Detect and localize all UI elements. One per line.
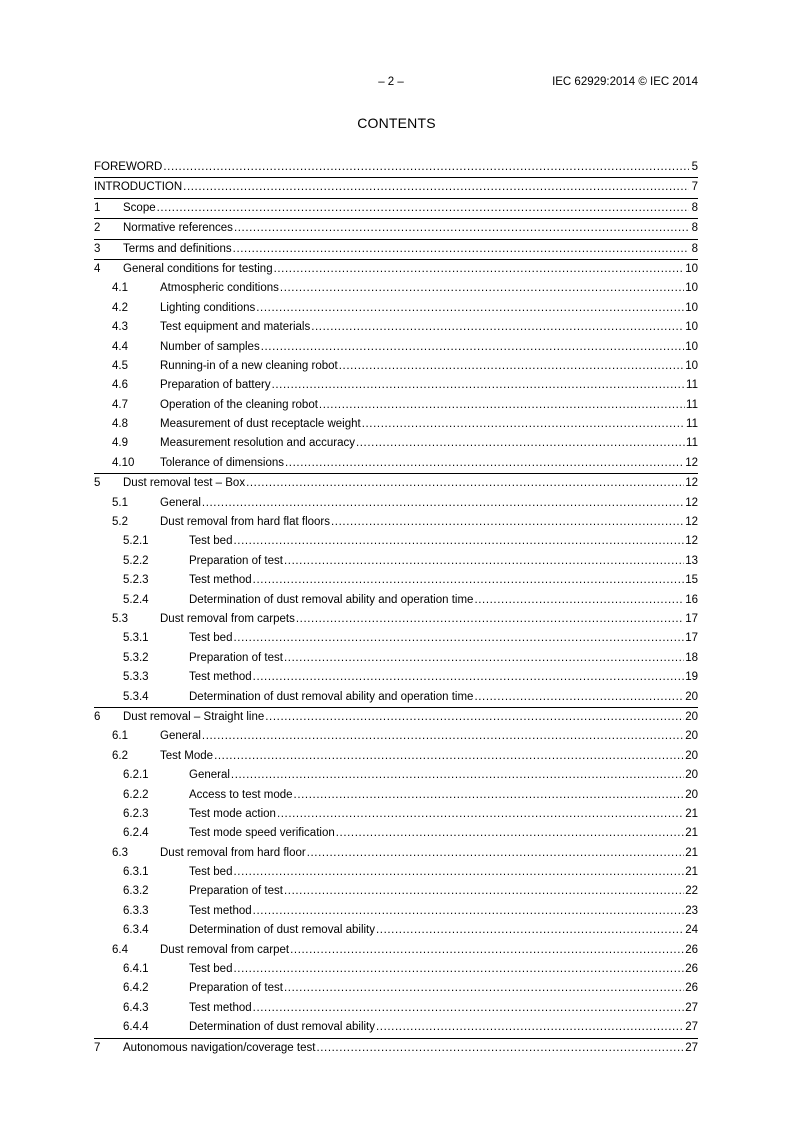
toc-entry-page: 17 [685,612,698,625]
toc-entry[interactable] [94,454,698,474]
toc-dot-leader [253,902,685,921]
toc-dot-leader [253,668,685,687]
toc-entry[interactable] [94,921,698,940]
toc-entry-label: Test method [189,671,252,684]
toc-entry-label: Operation of the cleaning robot [160,398,318,411]
toc-entry[interactable] [94,532,698,551]
toc-entry-number: 5 [94,477,101,490]
toc-entry-number: 5.1 [112,496,128,509]
toc-entry-page: 13 [685,554,698,567]
toc-entry-page: 10 [685,301,698,314]
toc-entry-page: 7 [691,181,698,194]
toc-dot-leader [256,299,684,318]
toc-dot-leader [356,434,685,453]
toc-dot-leader [246,474,684,493]
toc-entry[interactable] [94,552,698,571]
toc-dot-leader [183,178,689,197]
toc-entry-page: 20 [685,749,698,762]
toc-entry[interactable] [94,844,698,863]
toc-entry-page: 12 [685,516,698,529]
toc-entry[interactable] [94,240,698,260]
toc-entry-page: 16 [685,593,698,606]
page-number: – 2 – [378,76,404,88]
toc-entry-label: Test method [189,574,252,587]
toc-entry-label: Test mode action [189,807,276,820]
toc-entry[interactable] [94,376,698,395]
toc-entry[interactable] [94,902,698,921]
toc-entry-label: General conditions for testing [123,262,273,275]
toc-entry-number: 5.2.3 [123,574,149,587]
toc-entry[interactable] [94,979,698,998]
toc-entry-number: 6.4.1 [123,963,149,976]
toc-dot-leader [233,863,684,882]
toc-entry-label: Test bed [189,963,233,976]
toc-entry[interactable] [94,999,698,1018]
toc-entry-label: Access to test mode [189,788,293,801]
toc-entry-number: 6.4 [112,943,128,956]
toc-entry-page: 8 [691,242,698,255]
toc-entry-page: 20 [685,788,698,801]
toc-dot-leader [280,279,684,298]
toc-entry-page: 10 [685,282,698,295]
toc-entry-number: 4.8 [112,418,128,431]
toc-dot-leader [284,979,684,998]
toc-entry-label: Test method [189,1001,252,1014]
toc-entry[interactable] [94,610,698,629]
toc-entry-label: Test bed [189,535,233,548]
toc-entry-label: General [189,769,230,782]
toc-dot-leader [234,219,689,238]
toc-dot-leader [261,338,684,357]
toc-entry-page: 5 [691,161,698,173]
toc-dot-leader [311,318,684,337]
toc-entry-number: 7 [94,1041,101,1054]
toc-entry-label: Preparation of test [189,982,283,995]
toc-entry-label: Preparation of test [189,651,283,664]
toc-entry-number: 2 [94,222,101,235]
toc-dot-leader [336,824,684,843]
toc-entry[interactable] [94,474,698,493]
toc-entry-label: Lighting conditions [160,301,256,314]
toc-entry[interactable] [94,863,698,882]
toc-entry-page: 11 [686,398,698,411]
toc-entry-page: 27 [685,1021,698,1034]
toc-entry-number: 5.2.1 [123,535,149,548]
toc-dot-leader [202,727,684,746]
toc-entry-number: 6.4.4 [123,1021,149,1034]
toc-dot-leader [331,513,684,532]
toc-entry-label: Determination of dust removal ability and operation time [189,690,474,703]
toc-dot-leader [362,415,685,434]
toc-dot-leader [284,552,684,571]
toc-dot-leader [290,941,684,960]
toc-entry-number: 5.2.2 [123,554,149,567]
toc-entry[interactable] [94,199,698,219]
contents-title: CONTENTS [357,115,436,131]
toc-entry-number: 4.5 [112,359,128,372]
toc-dot-leader [277,805,684,824]
toc-entry[interactable] [94,571,698,590]
toc-dot-leader [272,376,685,395]
toc-entry-label: Number of samples [160,340,260,353]
toc-entry-label: Dust removal from carpets [160,612,295,625]
toc-entry-number: 3 [94,242,101,255]
toc-entry-number: 4.7 [112,398,128,411]
toc-entry[interactable] [94,688,698,708]
toc-dot-leader [319,396,685,415]
toc-entry-label: Test mode speed verification [189,827,335,840]
toc-entry-page: 18 [685,651,698,664]
toc-entry-number: 1 [94,201,101,214]
toc-entry[interactable] [94,727,698,746]
toc-entry-label: Preparation of test [189,554,283,567]
toc-entry-page: 23 [685,904,698,917]
toc-entry-label: Preparation of test [189,885,283,898]
toc-entry-label: Preparation of battery [160,379,271,392]
toc-entry[interactable] [94,708,698,727]
toc-entry-page: 19 [685,671,698,684]
toc-entry-number: 5.2.4 [123,593,149,606]
toc-entry[interactable] [94,805,698,824]
toc-dot-leader [233,960,684,979]
toc-entry-number: 6.2.1 [123,769,149,782]
toc-entry[interactable] [94,279,698,298]
toc-entry-page: 11 [686,379,698,392]
toc-entry-label: Test bed [189,866,233,879]
toc-entry-number: 6.1 [112,730,128,743]
toc-entry-page: 21 [685,846,698,859]
toc-entry-page: 27 [685,1041,698,1054]
table-of-contents [94,158,698,1058]
toc-dot-leader [474,591,684,610]
toc-entry-page: 15 [685,574,698,587]
toc-entry[interactable] [94,941,698,960]
toc-entry-label: Determination of dust removal ability [189,924,375,937]
toc-entry[interactable] [94,882,698,901]
toc-entry-page: 10 [685,340,698,353]
toc-dot-leader [253,571,685,590]
toc-entry-page: 20 [685,769,698,782]
toc-entry-page: 24 [685,924,698,937]
toc-dot-leader [376,921,684,940]
toc-entry-label: Dust removal – Straight line [123,710,265,723]
toc-entry-number: 5.2 [112,516,128,529]
toc-entry-label: Dust removal from carpet [160,943,290,956]
toc-entry-label: INTRODUCTION [94,181,183,194]
toc-entry[interactable] [94,357,698,376]
toc-entry-page: 10 [685,359,698,372]
toc-dot-leader [285,454,684,473]
toc-entry-page: 21 [685,827,698,840]
toc-entry-label: Determination of dust removal ability and operation time [189,593,474,606]
toc-entry-number: 5.3 [112,612,128,625]
toc-dot-leader [376,1018,684,1037]
toc-entry-number: 6.4.2 [123,982,149,995]
toc-dot-leader [163,158,689,177]
toc-dot-leader [284,649,684,668]
toc-entry-label: Dust removal test – Box [123,477,246,490]
toc-entry-label: Autonomous navigation/coverage test [123,1041,316,1054]
toc-entry[interactable] [94,299,698,318]
toc-entry-label: Dust removal from hard floor [160,846,306,859]
toc-entry[interactable] [94,786,698,805]
toc-entry[interactable] [94,649,698,668]
toc-entry-number: 5.3.1 [123,632,149,645]
toc-entry-number: 4.6 [112,379,128,392]
toc-dot-leader [265,708,684,727]
toc-entry-page: 27 [685,1001,698,1014]
toc-entry-label: Normative references [123,222,233,235]
toc-dot-leader [307,844,684,863]
toc-entry[interactable] [94,1039,698,1058]
toc-entry[interactable] [94,260,698,279]
toc-entry-label: Scope [123,201,156,214]
toc-entry-page: 12 [685,535,698,548]
toc-entry-page: 12 [685,496,698,509]
toc-entry-number: 6.3.2 [123,885,149,898]
toc-entry-number: 5.3.3 [123,671,149,684]
toc-entry[interactable] [94,318,698,337]
toc-entry-page: 20 [685,690,698,703]
toc-entry-page: 22 [685,885,698,898]
toc-entry-label: Running-in of a new cleaning robot [160,359,338,372]
toc-entry[interactable] [94,494,698,513]
toc-entry-page: 10 [685,262,698,275]
toc-entry-page: 12 [685,456,698,469]
toc-dot-leader [233,629,684,648]
toc-entry-number: 5.3.2 [123,651,149,664]
toc-entry-page: 26 [685,943,698,956]
toc-entry-page: 11 [686,437,698,450]
toc-entry[interactable] [94,219,698,239]
toc-entry-number: 6 [94,710,101,723]
toc-entry-number: 4.2 [112,301,128,314]
toc-entry[interactable] [94,158,698,178]
toc-dot-leader [284,882,684,901]
toc-entry-label: Atmospheric conditions [160,282,279,295]
toc-entry-number: 4.4 [112,340,128,353]
toc-entry[interactable] [94,434,698,453]
toc-dot-leader [296,610,684,629]
toc-dot-leader [474,688,684,707]
toc-dot-leader [233,240,689,259]
toc-entry-number: 4 [94,262,101,275]
toc-entry-number: 6.3 [112,846,128,859]
toc-dot-leader [214,747,684,766]
toc-entry-label: General [160,496,201,509]
toc-entry[interactable] [94,415,698,434]
toc-entry-page: 21 [685,807,698,820]
toc-dot-leader [157,199,689,218]
toc-entry-label: Measurement resolution and accuracy [160,437,355,450]
toc-entry[interactable] [94,824,698,843]
toc-entry[interactable] [94,766,698,785]
toc-entry[interactable] [94,513,698,532]
toc-entry-label: FOREWORD [94,161,163,173]
toc-dot-leader [253,999,685,1018]
toc-entry-label: Test Mode [160,749,214,762]
toc-entry-number: 6.3.4 [123,924,149,937]
document-reference: IEC 62929:2014 © IEC 2014 [552,76,698,88]
toc-entry-page: 8 [691,222,698,235]
toc-entry-number: 4.9 [112,437,128,450]
toc-entry-label: Measurement of dust receptacle weight [160,418,361,431]
toc-entry-label: Terms and definitions [123,242,232,255]
toc-entry-page: 8 [691,201,698,214]
toc-entry[interactable] [94,960,698,979]
toc-entry-label: General [160,730,201,743]
toc-entry-page: 12 [685,477,698,490]
toc-dot-leader [231,766,684,785]
toc-entry[interactable] [94,338,698,357]
toc-entry-number: 6.2.3 [123,807,149,820]
toc-entry-number: 4.10 [112,456,135,469]
toc-entry-page: 26 [685,982,698,995]
toc-entry-page: 11 [686,418,698,431]
toc-entry[interactable] [94,629,698,648]
toc-dot-leader [202,494,684,513]
toc-entry[interactable] [94,747,698,766]
toc-entry-label: Test equipment and materials [160,321,311,334]
toc-entry-label: Determination of dust removal ability [189,1021,375,1034]
toc-entry-number: 6.2.4 [123,827,149,840]
toc-entry-page: 21 [685,866,698,879]
toc-entry-label: Dust removal from hard flat floors [160,516,331,529]
toc-entry-page: 17 [685,632,698,645]
toc-entry[interactable] [94,591,698,610]
toc-dot-leader [316,1039,684,1058]
toc-entry[interactable] [94,1018,698,1038]
toc-entry-number: 5.3.4 [123,690,149,703]
toc-entry[interactable] [94,668,698,687]
toc-entry-page: 10 [685,321,698,334]
toc-entry-number: 4.1 [112,282,128,295]
toc-entry-page: 20 [685,730,698,743]
toc-entry-label: Test bed [189,632,233,645]
toc-entry-page: 26 [685,963,698,976]
toc-entry-number: 4.3 [112,321,128,334]
toc-entry-label: Tolerance of dimensions [160,456,285,469]
toc-dot-leader [274,260,685,279]
toc-entry-number: 6.4.3 [123,1001,149,1014]
toc-entry[interactable] [94,396,698,415]
toc-entry-number: 6.2.2 [123,788,149,801]
toc-dot-leader [233,532,684,551]
toc-dot-leader [339,357,684,376]
toc-dot-leader [294,786,685,805]
toc-entry-label: Test method [189,904,252,917]
toc-entry[interactable] [94,178,698,198]
toc-entry-number: 6.3.3 [123,904,149,917]
toc-entry-number: 6.3.1 [123,866,149,879]
toc-entry-number: 6.2 [112,749,128,762]
toc-entry-page: 20 [685,710,698,723]
